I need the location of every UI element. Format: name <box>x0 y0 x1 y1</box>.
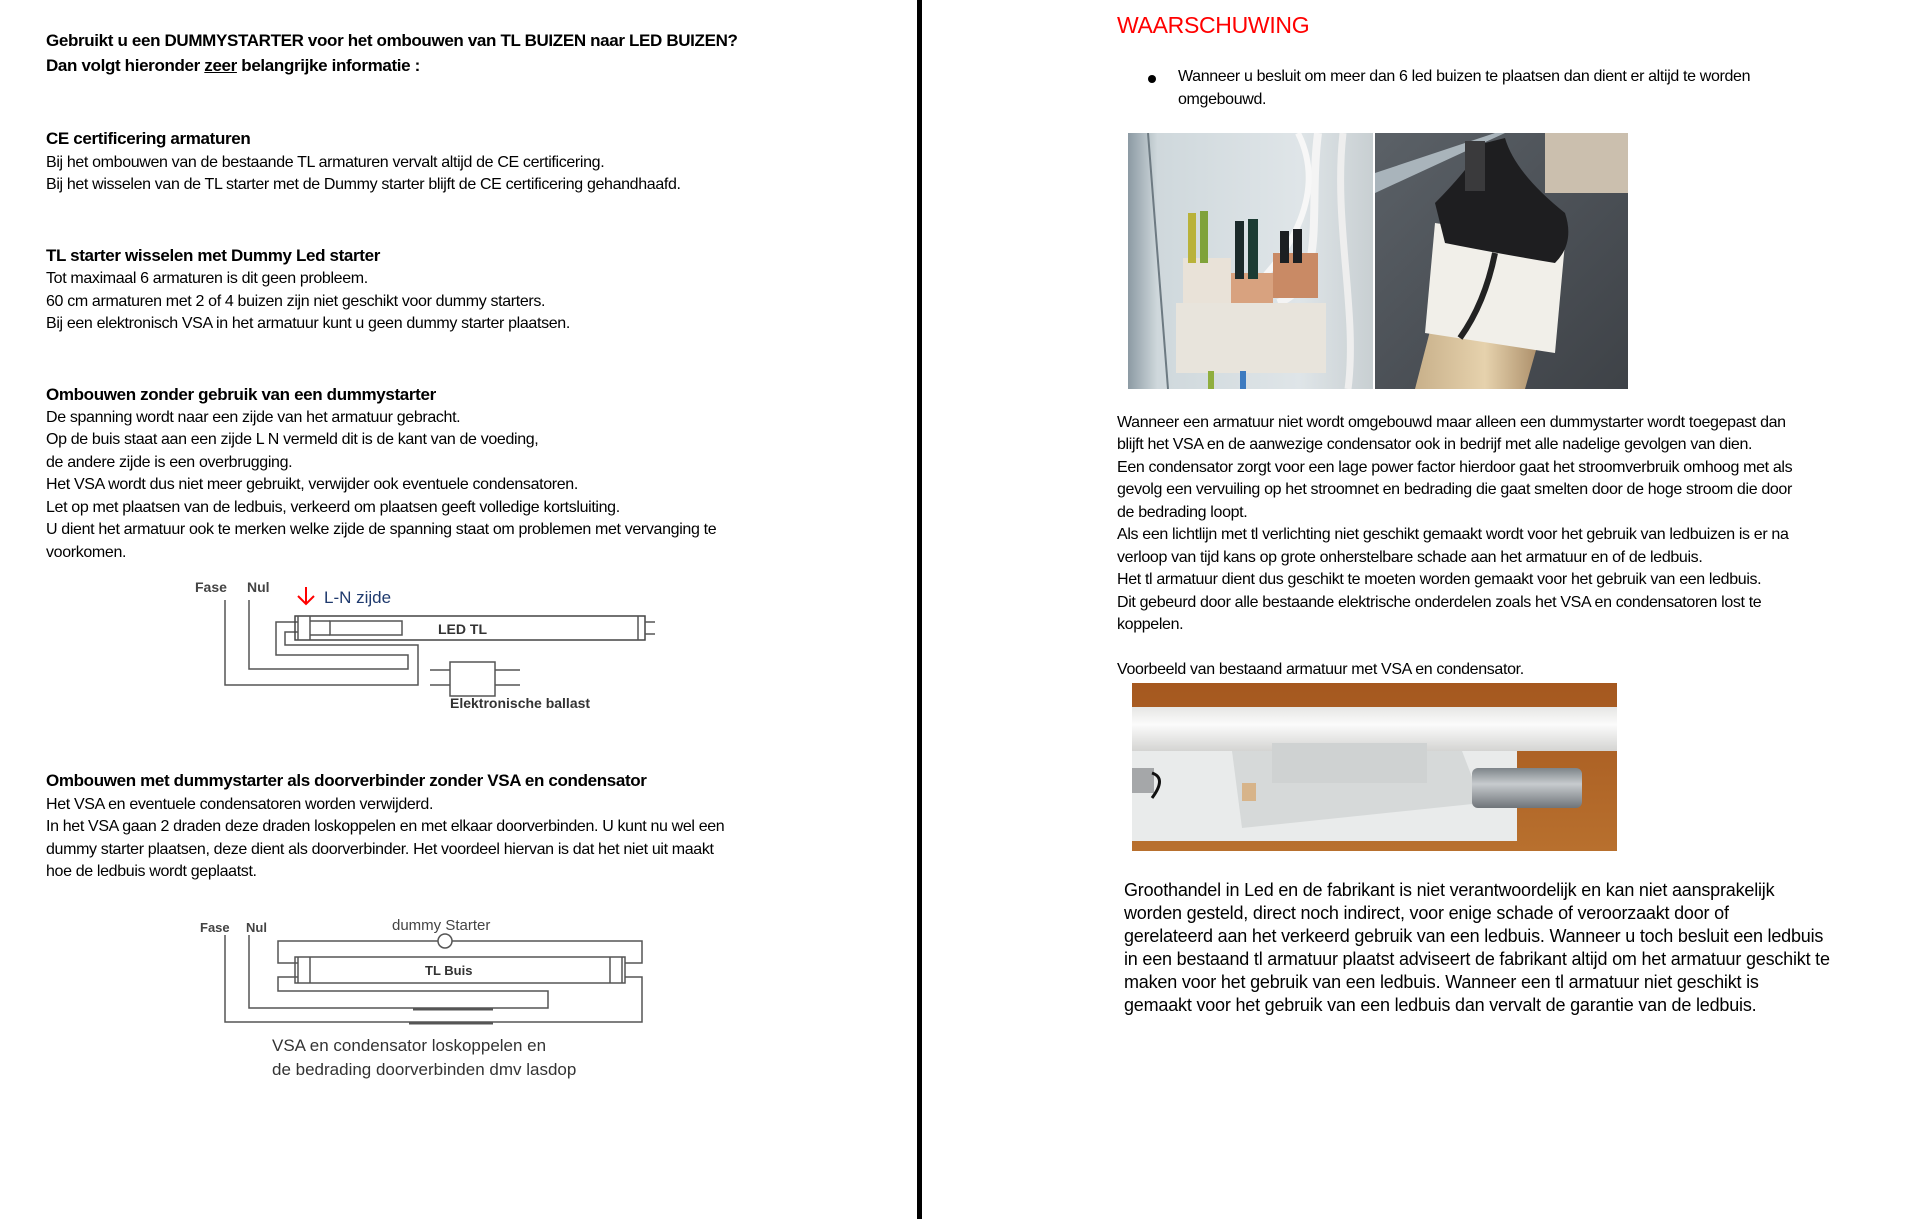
section-no-dummy-line: De spanning wordt naar een zijde van het armatuur gebracht. <box>46 409 461 426</box>
body-line: Dit gebeurd door alle bestaande elektrische onderdelen zoals het VSA en condensatoren lost te <box>1117 594 1762 611</box>
diagram2-caption-1: VSA en condensator loskoppelen en <box>272 1036 547 1055</box>
disclaimer-line: maken voor het gebruik van een ledbuis. Wanneer een tl armatuur niet geschikt is <box>1124 972 1759 992</box>
diagram1-ln-label: L-N zijde <box>324 588 392 607</box>
section-ce-line: Bij het ombouwen van de bestaande TL armaturen vervalt altijd de CE certificering. <box>46 154 605 171</box>
diagram2-starter-label: dummy Starter <box>392 917 491 934</box>
section-tl-starter-line: 60 cm armaturen met 2 of 4 buizen zijn niet geschikt voor dummy starters. <box>46 293 546 310</box>
section-dummy-bridge-line: dummy starter plaatsen, deze dient als doorverbinder. Het voordeel hiervan is dat het niet uit maakt <box>46 841 714 858</box>
disclaimer-line: gemaakt voor het gebruik van een ledbuis dan vervalt de garantie van de ledbuis. <box>1124 995 1757 1015</box>
disclaimer-line: worden gesteld, direct noch indirect, voor enige schade of veroorzaakt door of <box>1124 903 1729 923</box>
section-no-dummy-line: de andere zijde is een overbrugging. <box>46 454 293 471</box>
warning-bullet-line-2: omgebouwd. <box>1178 91 1267 108</box>
body-line: gevolg een vervuiling op het stroomnet en bedrading die gaat smelten door de hoge stroom die door <box>1117 481 1792 498</box>
section-heading-dummy-bridge: Ombouwen met dummystarter als doorverbinder zonder VSA en condensator <box>46 771 647 790</box>
body-line: Een condensator zorgt voor een lage power factor hierdoor gaat het stroomverbruik omhoog met als <box>1117 459 1793 476</box>
intro-line-2 <box>46 53 420 78</box>
section-tl-starter-line: Tot maximaal 6 armaturen is dit geen probleem. <box>46 270 368 287</box>
diagram1-fase-label: Fase <box>195 579 227 595</box>
section-no-dummy-line: voorkomen. <box>46 544 127 561</box>
diagram2-fase-label: Fase <box>200 920 230 935</box>
wiring-diagram-dummy-bridge <box>180 905 680 1095</box>
fixture-vsa-capacitor-photo <box>1132 683 1617 851</box>
body-line: Als een lichtlijn met tl verlichting niet geschikt gemaakt wordt voor het gebruik van ledbuizen is er na <box>1117 526 1789 543</box>
bullet-icon <box>1148 75 1156 83</box>
intro-line-2-post: belangrijke informatie : <box>236 56 420 75</box>
disclaimer-line: in een bestaand tl armatuur plaatst adviseert de fabrikant altijd om het armatuur geschikt te <box>1124 949 1830 969</box>
section-dummy-bridge-line: In het VSA gaan 2 draden deze draden loskoppelen en met elkaar doorverbinden. U kunt nu wel een <box>46 818 725 835</box>
body-line: verloop van tijd kans op grote onherstelbare schade aan het armatuur en of de ledbuis. <box>1117 549 1703 566</box>
body-line: de bedrading loopt. <box>1117 504 1248 521</box>
section-no-dummy-line: Op de buis staat aan een zijde L N vermeld dit is de kant van de voeding, <box>46 431 539 448</box>
diagram2-tube-label: TL Buis <box>425 963 473 978</box>
wiring-diagram-no-dummy <box>180 570 680 720</box>
body-line: blijft het VSA en de aanwezige condensator ook in bedrijf met alle nadelige gevolgen van dien. <box>1117 436 1753 453</box>
section-no-dummy-line: Het VSA wordt dus niet meer gebruikt, verwijder ook eventuele condensatoren. <box>46 476 578 493</box>
section-dummy-bridge-line: Het VSA en eventuele condensatoren worden verwijderd. <box>46 796 434 813</box>
burnt-connector-block-photo <box>1128 133 1373 389</box>
section-heading-tl-starter: TL starter wisselen met Dummy Led starter <box>46 246 380 265</box>
burnt-tube-end-photo <box>1375 133 1628 389</box>
warning-title: WAARSCHUWING <box>1117 12 1310 38</box>
intro-emphasis: zeer <box>204 56 237 75</box>
intro-line-1: Gebruikt u een DUMMYSTARTER voor het ombouwen van TL BUIZEN naar LED BUIZEN? <box>46 31 738 50</box>
section-dummy-bridge-line: hoe de ledbuis wordt geplaatst. <box>46 863 257 880</box>
red-down-arrow-icon <box>298 587 314 604</box>
section-heading-no-dummy: Ombouwen zonder gebruik van een dummystarter <box>46 385 436 404</box>
page-divider <box>917 0 922 1219</box>
diagram1-tube-label: LED TL <box>438 621 487 637</box>
body-line: Het tl armatuur dient dus geschikt te moeten worden gemaakt voor het gebruik van een ledbuis. <box>1117 571 1762 588</box>
intro-line-2-pre: Dan volgt hieronder <box>46 56 205 75</box>
example-caption: Voorbeeld van bestaand armatuur met VSA en condensator. <box>1117 661 1524 678</box>
section-no-dummy-line: Let op met plaatsen van de ledbuis, verkeerd om plaatsen geeft volledige kortsluiting. <box>46 499 620 516</box>
diagram1-nul-label: Nul <box>247 579 270 595</box>
diagram2-caption-2: de bedrading doorverbinden dmv lasdop <box>272 1060 577 1079</box>
warning-bullet-line-1: Wanneer u besluit om meer dan 6 led buizen te plaatsen dan dient er altijd te worden <box>1178 68 1751 85</box>
diagram1-ballast-label: Elektronische ballast <box>450 695 591 711</box>
section-no-dummy-line: U dient het armatuur ook te merken welke zijde de spanning staat om problemen met vervanging te <box>46 521 717 538</box>
body-line: Wanneer een armatuur niet wordt omgebouwd maar alleen een dummystarter wordt toegepast dan <box>1117 414 1786 431</box>
section-ce-line: Bij het wisselen van de TL starter met de Dummy starter blijft de CE certificering gehandhaafd. <box>46 176 681 193</box>
section-tl-starter-line: Bij een elektronisch VSA in het armatuur kunt u geen dummy starter plaatsen. <box>46 315 570 332</box>
body-line: koppelen. <box>1117 616 1184 633</box>
diagram2-nul-label: Nul <box>246 920 267 935</box>
disclaimer-line: Groothandel in Led en de fabrikant is niet verantwoordelijk en kan niet aansprakelijk <box>1124 880 1775 900</box>
section-heading-ce: CE certificering armaturen <box>46 129 251 148</box>
disclaimer-line: gerelateerd aan het verkeerd gebruik van een ledbuis. Wanneer u toch besluit een ledbuis <box>1124 926 1824 946</box>
